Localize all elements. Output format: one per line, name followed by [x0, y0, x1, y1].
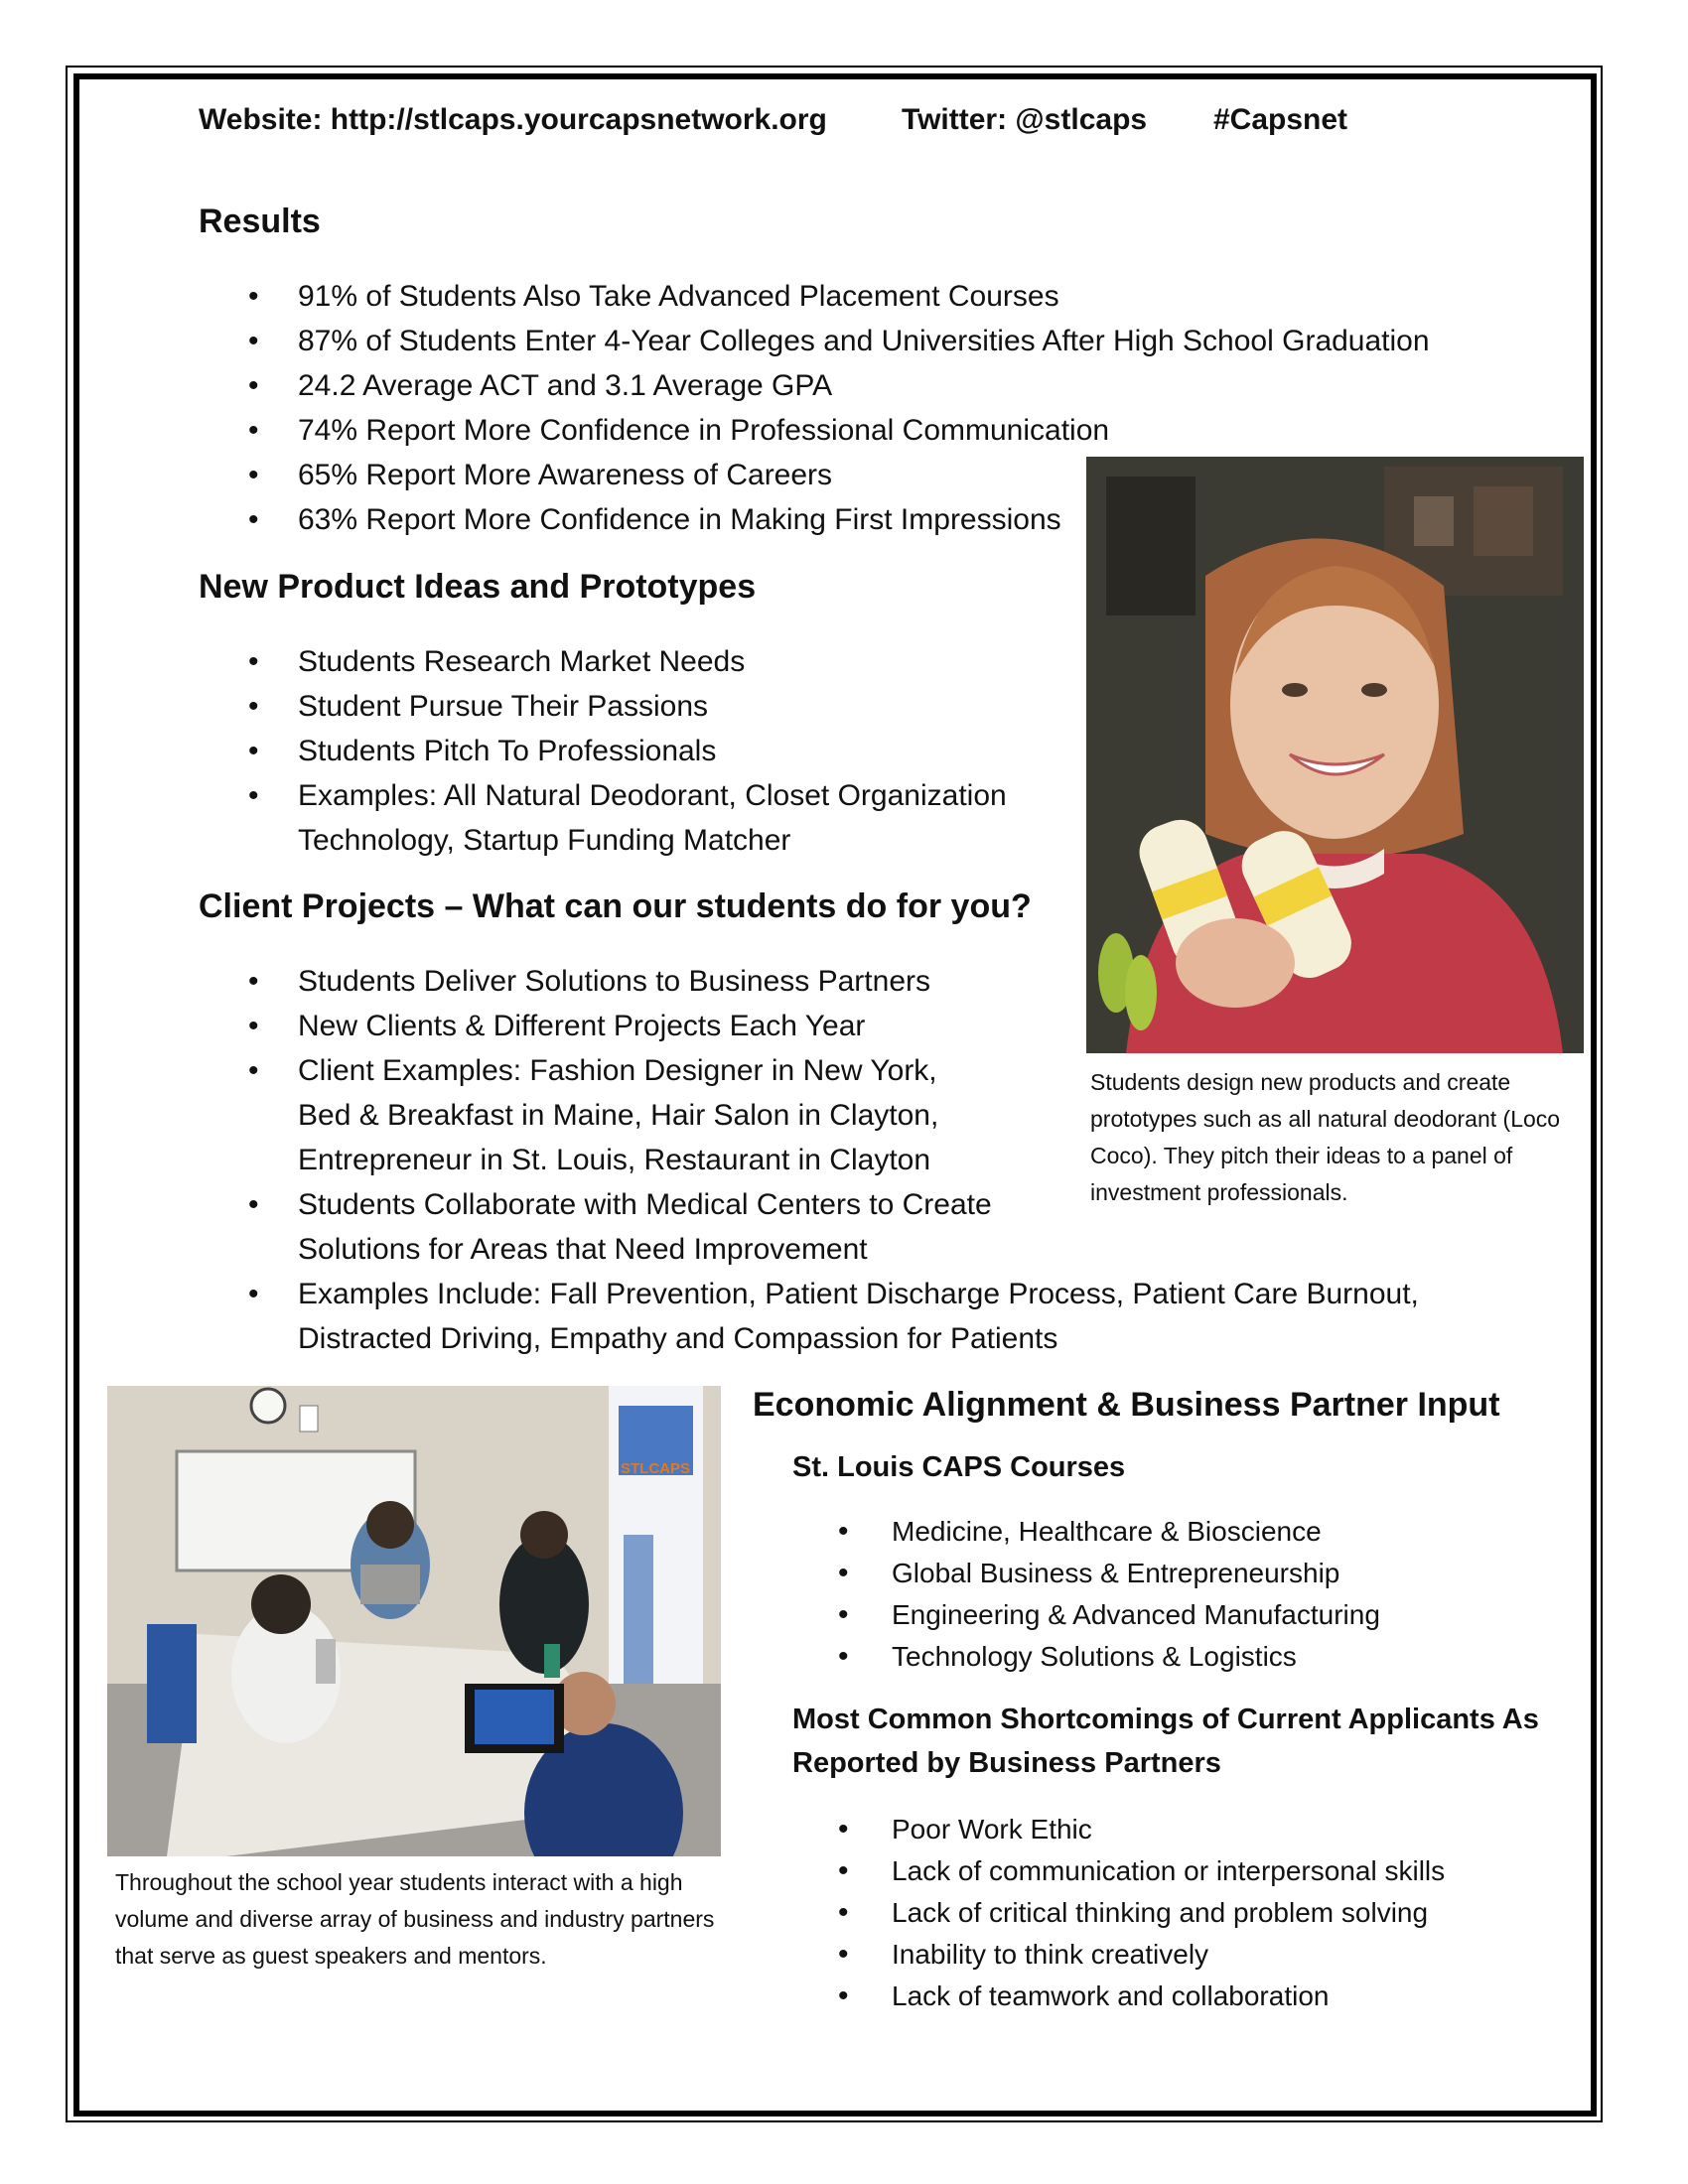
- student-portrait-illustration: [1086, 457, 1584, 1053]
- list-item: • New Clients & Different Projects Each Year: [248, 1010, 866, 1042]
- student-product-photo: [1086, 457, 1584, 1053]
- list-item: • Students Research Market Needs: [248, 645, 746, 678]
- list-item: • Global Business & Entrepreneurship: [838, 1557, 1340, 1589]
- list-item: • Inability to think creatively: [838, 1938, 1209, 1971]
- product-list: [199, 639, 1072, 863]
- results-heading: Results: [199, 203, 321, 240]
- list-item: • Engineering & Advanced Manufacturing: [838, 1598, 1380, 1631]
- classroom-illustration: [107, 1386, 721, 1856]
- website-link[interactable]: Website: http://stlcaps.yourcapsnetwork.org: [199, 103, 827, 136]
- client-heading: Client Projects – What can our students do for you?: [199, 887, 1032, 925]
- banner-logo-text: STLCAPS: [620, 1460, 691, 1477]
- list-item: • Students Pitch To Professionals: [248, 735, 717, 767]
- photo1-caption: Students design new products and create prototypes such as all natural deodorant (Loco Coco). They pitch their ideas to a panel of investment professionals.: [1090, 1069, 1561, 1205]
- list-item: • 63% Report More Confidence in Making First Impressions: [248, 503, 1061, 536]
- list-item: • Students Collaborate with Medical Centers to Create Solutions for Areas that Need Improvement: [248, 1188, 992, 1266]
- list-item: • Technology Solutions & Logistics: [838, 1640, 1297, 1673]
- list-item: • Poor Work Ethic: [838, 1813, 1092, 1845]
- courses-heading: St. Louis CAPS Courses: [792, 1451, 1126, 1483]
- list-item: • Lack of teamwork and collaboration: [838, 1979, 1330, 2012]
- header-line: [199, 103, 1489, 143]
- client-list-b: [199, 1272, 1509, 1361]
- product-heading: New Product Ideas and Prototypes: [199, 568, 757, 606]
- list-item: • 91% of Students Also Take Advanced Placement Courses: [248, 280, 1059, 313]
- list-item: • Students Deliver Solutions to Business Partners: [248, 965, 930, 998]
- twitter-handle[interactable]: Twitter: @stlcaps: [902, 103, 1148, 136]
- photo2-caption: Throughout the school year students interact with a high volume and diverse array of business and industry partners that serve as guest speakers and mentors.: [115, 1869, 715, 1969]
- economic-heading: Economic Alignment & Business Partner Input: [753, 1386, 1500, 1424]
- list-item: • 74% Report More Confidence in Professional Communication: [248, 414, 1110, 447]
- list-item: • Examples: All Natural Deodorant, Closet Organization Technology, Startup Funding Matcher: [248, 779, 1007, 857]
- list-item: • Examples Include: Fall Prevention, Patient Discharge Process, Patient Care Burnout, Distracted Driving, Empathy and Compassion for Patients: [248, 1278, 1419, 1355]
- list-item: • Student Pursue Their Passions: [248, 690, 709, 723]
- list-item: • Client Examples: Fashion Designer in New York, Bed & Breakfast in Maine, Hair Salon in Clayton, Entrepreneur in St. Louis, Restaurant in Clayton: [248, 1054, 939, 1176]
- shortcomings-list: [792, 1809, 1567, 2017]
- client-list-a: [199, 959, 1072, 1272]
- list-item: • Medicine, Healthcare & Bioscience: [838, 1515, 1322, 1548]
- list-item: • Lack of critical thinking and problem solving: [838, 1896, 1429, 1929]
- list-item: • 65% Report More Awareness of Careers: [248, 459, 833, 491]
- list-item: • 87% of Students Enter 4-Year Colleges and Universities After High School Graduation: [248, 325, 1430, 357]
- courses-list: [792, 1511, 1567, 1678]
- shortcomings-heading: Most Common Shortcomings of Current Applicants As Reported by Business Partners: [792, 1704, 1539, 1779]
- hashtag: #Capsnet: [1213, 103, 1348, 136]
- classroom-photo: [107, 1386, 721, 1856]
- list-item: • 24.2 Average ACT and 3.1 Average GPA: [248, 369, 833, 402]
- list-item: • Lack of communication or interpersonal skills: [838, 1854, 1446, 1887]
